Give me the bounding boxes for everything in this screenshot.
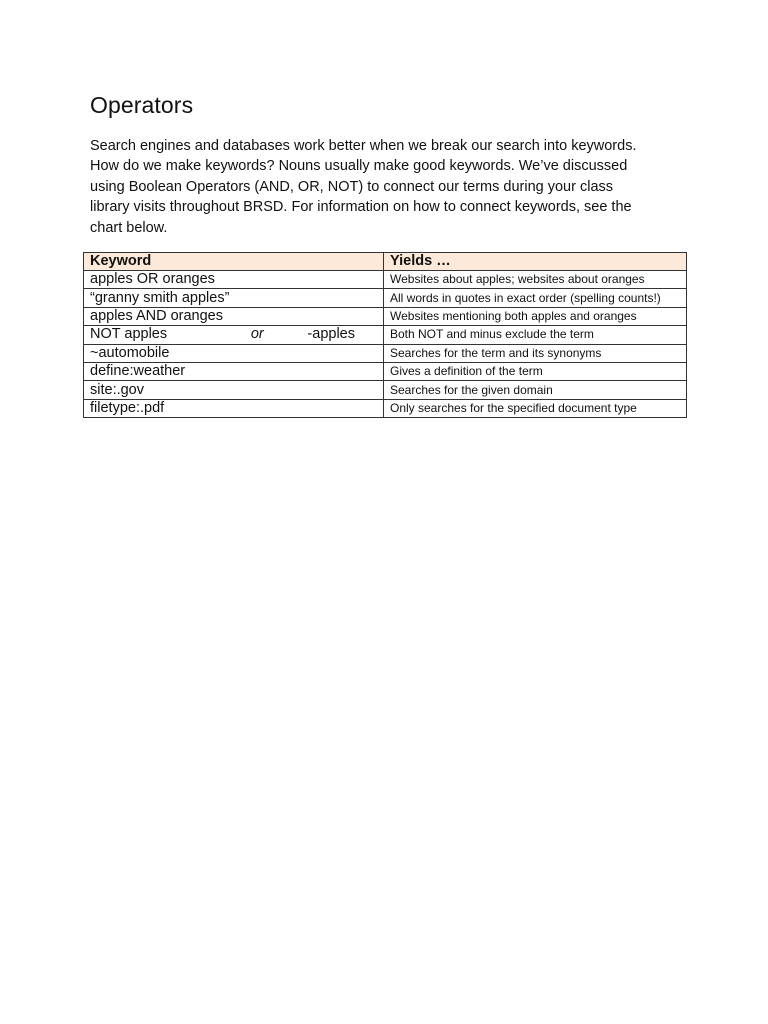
keyword-cell: ~automobile [84, 344, 384, 362]
yields-cell: Gives a definition of the term [384, 362, 687, 380]
keyword-cell [84, 326, 384, 344]
table-row [84, 362, 687, 380]
table-row [84, 289, 687, 307]
yields-cell: Searches for the term and its synonyms [384, 344, 687, 362]
table-row [84, 307, 687, 325]
intro-line: library visits throughout BRSD. For information on how to connect keywords, see the [90, 199, 632, 216]
yields-cell: All words in quotes in exact order (spelling counts!) [384, 289, 687, 307]
intro-paragraph [90, 136, 690, 238]
keyword-part-or: or [250, 326, 264, 343]
keyword-cell: apples OR oranges [84, 271, 384, 289]
header-yields: Yields … [384, 253, 687, 271]
keyword-part-not: NOT apples [90, 326, 168, 343]
keyword-cell: apples AND oranges [84, 307, 384, 325]
yields-cell: Only searches for the specified document type [384, 399, 687, 417]
keyword-split [90, 326, 377, 343]
intro-line: chart below. [90, 219, 168, 236]
table-row [84, 326, 687, 344]
table-row [84, 344, 687, 362]
header-keyword: Keyword [84, 253, 384, 271]
table-row [84, 381, 687, 399]
keyword-part-minus: -apples [307, 326, 355, 343]
intro-line: How do we make keywords? Nouns usually make good keywords. We’ve discussed [90, 158, 628, 175]
keyword-cell: “granny smith apples” [84, 289, 384, 307]
keyword-cell: site:.gov [84, 381, 384, 399]
yields-cell: Websites about apples; websites about oranges [384, 271, 687, 289]
table-header-row [84, 253, 687, 271]
intro-line: using Boolean Operators (AND, OR, NOT) to connect our terms during your class [90, 178, 614, 195]
table-row [84, 271, 687, 289]
yields-cell: Searches for the given domain [384, 381, 687, 399]
keyword-cell: filetype:.pdf [84, 399, 384, 417]
yields-cell: Both NOT and minus exclude the term [384, 326, 687, 344]
yields-cell: Websites mentioning both apples and oranges [384, 307, 687, 325]
intro-line: Search engines and databases work better when we break our search into keywords. [90, 138, 637, 154]
keyword-cell: define:weather [84, 362, 384, 380]
table-row [84, 399, 687, 417]
operators-table [83, 252, 687, 418]
page-title: Operators [90, 92, 194, 118]
